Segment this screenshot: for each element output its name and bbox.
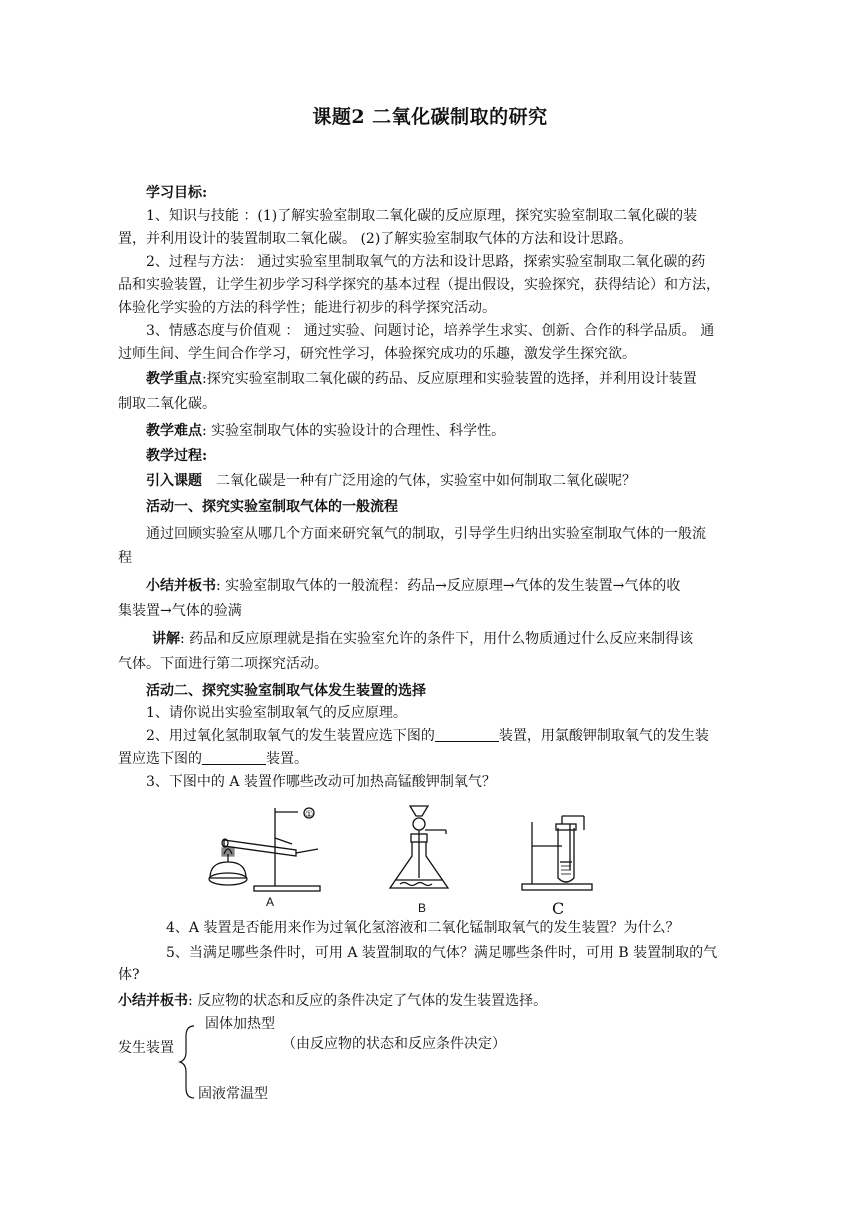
activity1-explain (152, 628, 693, 650)
activity1-line-1: 通过回顾实验室从哪几个方面来研究氧气的制取，引导学生归纳出实验室制取气体的一般流 (146, 526, 706, 542)
generator-device-label: 发生装置 (118, 1040, 174, 1056)
activity1-explain-label: 讲解 (152, 631, 180, 647)
objective-line-2: 置，并利用设计的装置制取二氧化碳。 (2)了解实验室制取气体的方法和设计思路。 (118, 231, 633, 247)
activity2-question-3: 3、下图中的 A 装置作哪些改动可加热高锰酸钾制氧气？ (146, 774, 496, 790)
answer-blank-1[interactable] (435, 727, 499, 742)
teaching-focus (146, 368, 697, 390)
activity1-heading: 活动一、探究实验室制取气体的一般流程 (146, 499, 398, 515)
figure-label-a: A (266, 895, 275, 909)
final-summary-text: : 反应物的状态和反应的条件决定了气体的发生装置选择。 (188, 993, 548, 1009)
q2-part-d: 装置。 (266, 751, 308, 767)
teaching-difficulty (146, 420, 505, 442)
activity2-heading: 活动二、探究实验室制取气体发生装置的选择 (146, 683, 426, 699)
generator-note: （由反应物的状态和反应条件决定） (282, 1036, 506, 1052)
activity2-question-1: 1、请你说出实验室制取氧气的反应原理。 (146, 705, 407, 721)
activity1-explain-text: : 药品和反应原理就是指在实验室允许的条件下，用什么物质通过什么反应来制得该 (180, 631, 694, 647)
intro-label: 引入课题 (146, 473, 202, 489)
q2-part-c: 置应选下图的 (118, 751, 202, 767)
intro-text: 二氧化碳是一种有广泛用途的气体，实验室中如何制取二氧化碳呢？ (216, 473, 636, 489)
activity1-explain-cont: 气体。下面进行第二项探究活动。 (118, 656, 328, 672)
generator-type-solid-liquid: 固液常温型 (198, 1086, 268, 1102)
figure-marker-1: ① (304, 809, 314, 819)
objective-line-3: 2、过程与方法： 通过实验室里制取氧气的方法和设计思路，探索实验室制取二氧化碳的药 (146, 254, 706, 270)
process-heading: 教学过程: (146, 448, 208, 464)
activity2-question-5: 5、当满足哪些条件时，可用 A 装置制取的气体？满足哪些条件时，可用 B 装置制取的气 (166, 945, 718, 961)
activity1-summary-label: 小结并板书 (146, 578, 216, 594)
curly-brace (178, 1024, 200, 1100)
objective-line-5: 体验化学实验的方法的科学性；能进行初步的科学探究活动。 (118, 300, 496, 316)
apparatus-b-drawing (390, 806, 448, 888)
activity1-line-2: 程 (118, 550, 132, 566)
q2-part-b: 装置，用氯酸钾制取氧气的发生装 (498, 728, 709, 744)
objective-line-1: 1、知识与技能 ：(1)了解实验室制取二氧化碳的反应原理，探究实验室制取二氧化碳的装 (146, 208, 698, 224)
q2-part-a: 2、用过氧化氢制取氧气的发生装置应选下图的 (146, 728, 435, 744)
final-summary (118, 990, 547, 1012)
apparatus-c-drawing (522, 816, 592, 890)
apparatus-figure (200, 800, 620, 918)
activity1-summary-cont: 集装置→气体的验满 (118, 603, 242, 619)
page-title: 课题2 二氧化碳制取的研究 (312, 106, 548, 128)
teaching-focus-label: 教学重点 (146, 371, 202, 387)
objective-line-4: 品和实验装置，让学生初步学习科学探究的基本过程（提出假设，实验探究，获得结论）和方法， (118, 277, 720, 293)
activity2-question-2 (146, 725, 709, 747)
intro-topic (146, 470, 636, 492)
answer-blank-2[interactable] (202, 750, 266, 765)
figure-label-c: C (552, 899, 565, 918)
objective-line-6: 3、情感态度与价值观 ： 通过实验、问题讨论，培养学生求实、创新、合作的科学品质。 通 (146, 323, 715, 339)
objectives-heading: 学习目标: (146, 185, 208, 201)
apparatus-a-drawing (209, 808, 320, 891)
teaching-focus-text: :探究实验室制取二氧化碳的药品、反应原理和实验装置的选择，并利用设计装置 (202, 371, 697, 387)
activity1-summary (146, 575, 680, 597)
difficulty-label: 教学难点 (146, 423, 202, 439)
activity2-question-4: 4、A 装置是否能用来作为过氧化氢溶液和二氧化锰制取氧气的发生装置？为什么？ (166, 920, 680, 936)
final-summary-label: 小结并板书 (118, 993, 188, 1009)
objective-line-7: 过师生间、学生间合作学习，研究性学习，体验探究成功的乐趣，激发学生探究欲。 (118, 346, 636, 362)
teaching-focus-cont: 制取二氧化碳。 (118, 396, 216, 412)
difficulty-text: : 实验室制取气体的实验设计的合理性、科学性。 (202, 423, 506, 439)
activity2-question-5-cont: 体? (118, 967, 140, 983)
generator-type-solid-heating: 固体加热型 (205, 1016, 275, 1032)
activity1-summary-text: : 实验室制取气体的一般流程：药品→反应原理→气体的发生装置→气体的收 (216, 578, 681, 594)
activity2-question-2-cont (118, 748, 308, 770)
figure-label-b: B (418, 901, 427, 915)
